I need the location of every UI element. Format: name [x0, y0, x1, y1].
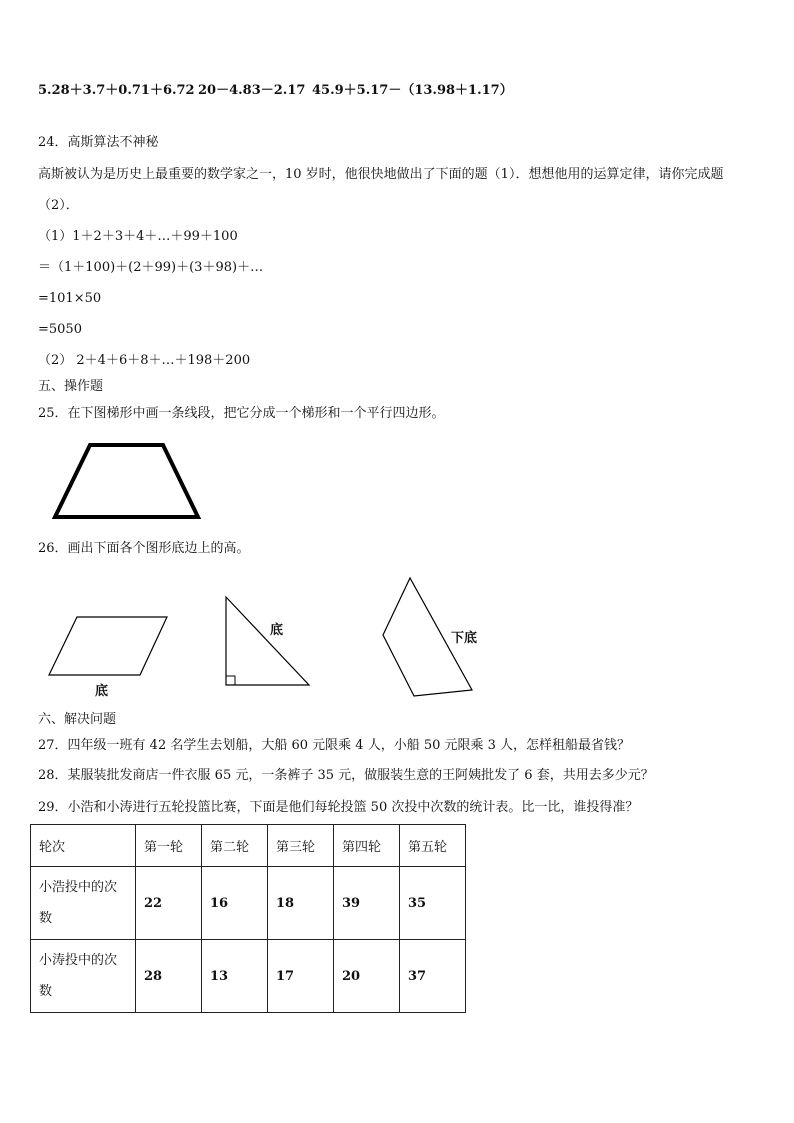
q24-title: 24．高斯算法不神秘 [38, 135, 159, 150]
q28-text: 28．某服装批发商店一件衣服 65 元，一条裤子 35 元，做服装生意的王阿姨批发了 6 套，共用去多少元？ [38, 768, 654, 783]
table-cell: 16 [202, 867, 268, 940]
q29-text: 29．小浩和小涛进行五轮投篮比赛，下面是他们每轮投篮 50 次投中次数的统计表。比一比，谁投得准？ [38, 800, 639, 815]
row-label-cell [31, 940, 136, 1013]
table-header-cell: 第三轮 [268, 825, 334, 867]
table-header-cell: 第五轮 [400, 825, 466, 867]
row-label-line2: 数 [39, 911, 53, 926]
q24-line3: =101×50 [38, 291, 102, 306]
row-label-line2: 数 [39, 984, 53, 999]
table-cell: 17 [268, 940, 334, 1013]
table-cell: 37 [400, 940, 466, 1013]
q25-text: 25．在下图梯形中画一条线段，把它分成一个梯形和一个平行四边形。 [38, 406, 445, 421]
table-row [31, 867, 466, 940]
row-label-line1: 小涛投中的次 [39, 953, 118, 968]
q24-line1: （1）1＋2＋3＋4＋…＋99＋100 [38, 229, 238, 244]
table-header-cell: 轮次 [31, 825, 136, 867]
q27-text: 27．四年级一班有 42 名学生去划船，大船 60 元限乘 4 人，小船 50 元限乘 3 人，怎样租船最省钱？ [38, 738, 631, 753]
table-cell: 35 [400, 867, 466, 940]
q24-line5: （2） 2＋4＋6＋8＋…＋198＋200 [38, 353, 251, 368]
table-header-row [31, 825, 466, 867]
expression-2: 20－4.83－2.17 [198, 83, 306, 98]
q26-text: 26．画出下面各个图形底边上的高。 [38, 541, 250, 556]
row-label-cell [31, 867, 136, 940]
row-label-line1: 小浩投中的次 [39, 880, 118, 895]
table-cell: 39 [334, 867, 400, 940]
basketball-stats-table [30, 824, 466, 1013]
section-6-heading: 六、解决问题 [38, 712, 117, 727]
parallelogram-base-label: 底 [95, 684, 109, 699]
q24-line4: =5050 [38, 322, 82, 337]
q24-intro: 高斯被认为是历史上最重要的数学家之一，10 岁时，他很快地做出了下面的题（1）．想想他用的运算定律，请你完成题（2）． [38, 167, 724, 213]
right-triangle-shape [226, 597, 309, 685]
table-cell: 13 [202, 940, 268, 1013]
table-header-cell: 第二轮 [202, 825, 268, 867]
table-cell: 28 [136, 940, 202, 1013]
table-cell: 22 [136, 867, 202, 940]
triangle-base-label: 底 [270, 623, 284, 638]
expression-1: 5.28＋3.7＋0.71＋6.72 [38, 83, 195, 98]
table-header-cell: 第四轮 [334, 825, 400, 867]
right-angle-marker [226, 676, 235, 685]
q24-line2: ＝（1＋100)＋(2＋99)＋(3＋98)＋… [38, 260, 264, 275]
expression-3: 45.9＋5.17－（13.98＋1.17） [312, 83, 513, 98]
parallelogram-shape [49, 617, 167, 675]
table-cell: 18 [268, 867, 334, 940]
table-cell: 20 [334, 940, 400, 1013]
quadrilateral-base-label: 下底 [451, 631, 478, 646]
table-row [31, 940, 466, 1013]
table-header-cell: 第一轮 [136, 825, 202, 867]
section-5-heading: 五、操作题 [38, 379, 104, 394]
